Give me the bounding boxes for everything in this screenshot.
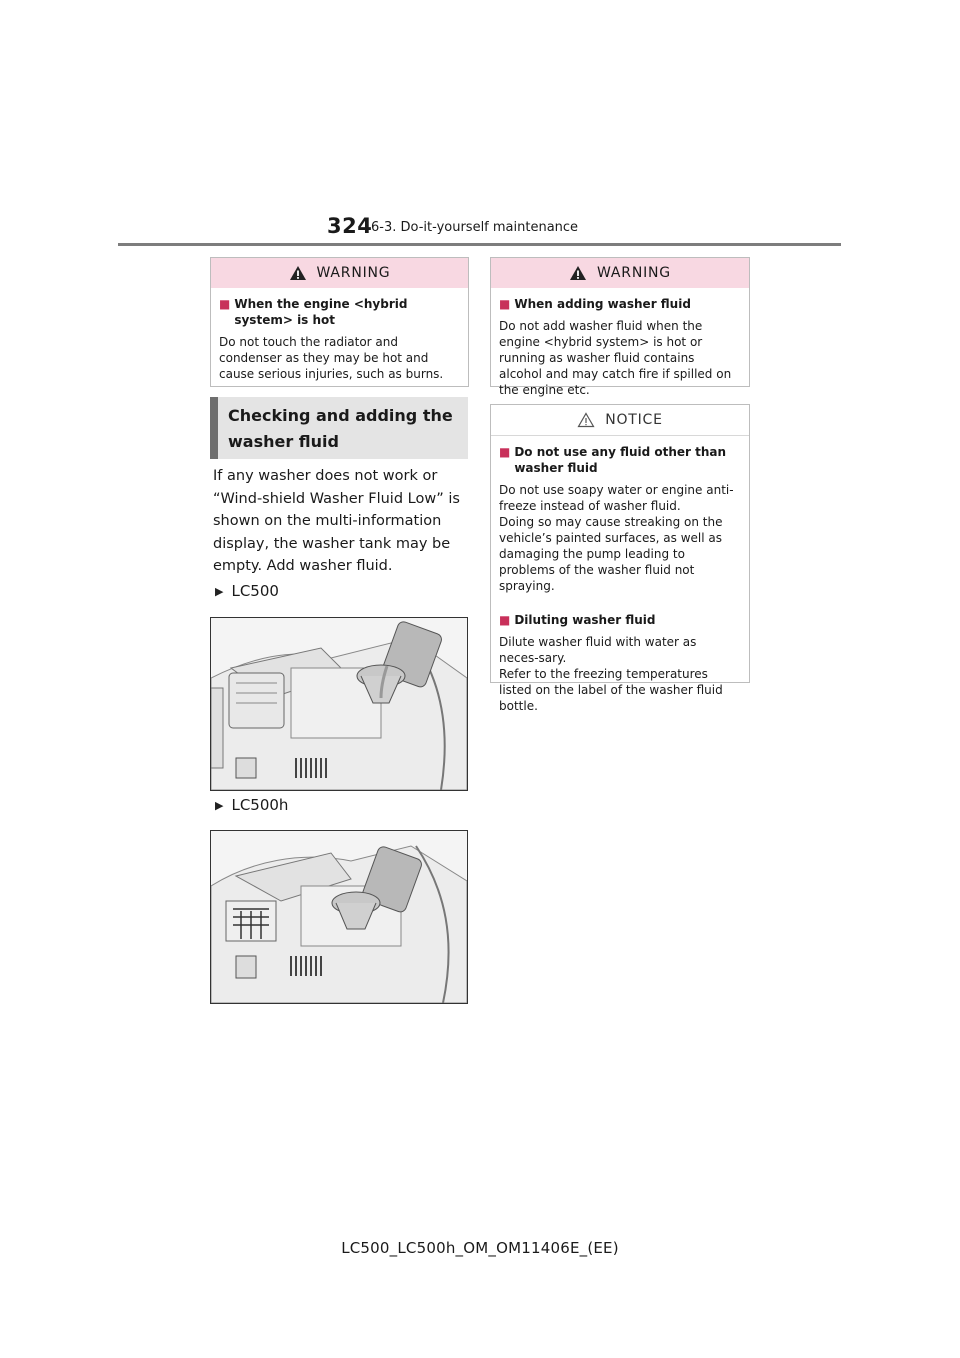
caution-triangle-icon — [577, 412, 595, 428]
intro-paragraph: If any washer does not work or “Wind-shield Washer Fluid Low” is shown on the multi-information display, the washer tank may be empty. Add washer fluid. — [213, 468, 460, 574]
document-footer: LC500_LC500h_OM_OM11406E_(EE) — [341, 1239, 619, 1257]
notice-item-text: Dilute washer fluid with water as neces-sary. Refer to the freezing temperatures listed on the label of the washer fluid bottle. — [499, 635, 723, 713]
warning-item-text: Do not touch the radiator and condenser as they may be hot and cause serious injuries, such as burns. — [219, 335, 444, 381]
warning-header — [211, 258, 468, 288]
section-title: 6-3. Do-it-yourself maintenance — [371, 220, 579, 235]
header-rule — [118, 243, 841, 246]
notice-header — [491, 405, 749, 436]
arrow-right-icon: ▶ — [215, 584, 224, 598]
square-bullet-icon: ■ — [499, 613, 511, 627]
notice-item-text: Do not use soapy water or engine anti-freeze instead of washer fluid. Doing so may cause streaking on the vehicle’s painted surfaces, as well as damaging the pump leading to problems of the washer fluid not spraying. — [499, 483, 734, 593]
warning-label: WARNING — [597, 265, 671, 281]
warning-item-title: ■ When adding washer fluid — [499, 297, 691, 311]
warning-box-left — [210, 257, 469, 387]
engine-bay-illustration-lc500 — [210, 617, 468, 791]
notice-item-title: ■ Diluting washer fluid — [499, 613, 656, 627]
square-bullet-icon: ■ — [219, 297, 231, 311]
page-number: 324 — [327, 214, 373, 238]
warning-triangle-icon — [289, 265, 307, 281]
model-label-lc500: ▶ LC500 — [215, 582, 279, 600]
square-bullet-icon: ■ — [499, 445, 511, 459]
warning-header — [491, 258, 749, 288]
warning-box-right — [490, 257, 750, 397]
notice-box — [490, 404, 750, 713]
warning-item-text: Do not add washer fluid when the engine <hybrid system> is hot or running as washer fluid contains alcohol and may catch fire if spilled on the engine etc. — [499, 319, 732, 397]
warning-item-title: ■ When the engine <hybrid system> is hot — [219, 297, 408, 327]
model-label-lc500h: ▶ LC500h — [215, 796, 289, 814]
section-heading: Checking and adding the washer fluid — [210, 397, 468, 459]
arrow-right-icon: ▶ — [215, 798, 224, 812]
engine-bay-illustration-lc500h — [210, 830, 468, 1004]
warning-triangle-icon — [569, 265, 587, 281]
square-bullet-icon: ■ — [499, 297, 511, 311]
warning-label: WARNING — [316, 265, 391, 281]
notice-label: NOTICE — [605, 412, 663, 428]
notice-item-title: ■ Do not use any fluid other than washer fluid — [499, 445, 727, 475]
